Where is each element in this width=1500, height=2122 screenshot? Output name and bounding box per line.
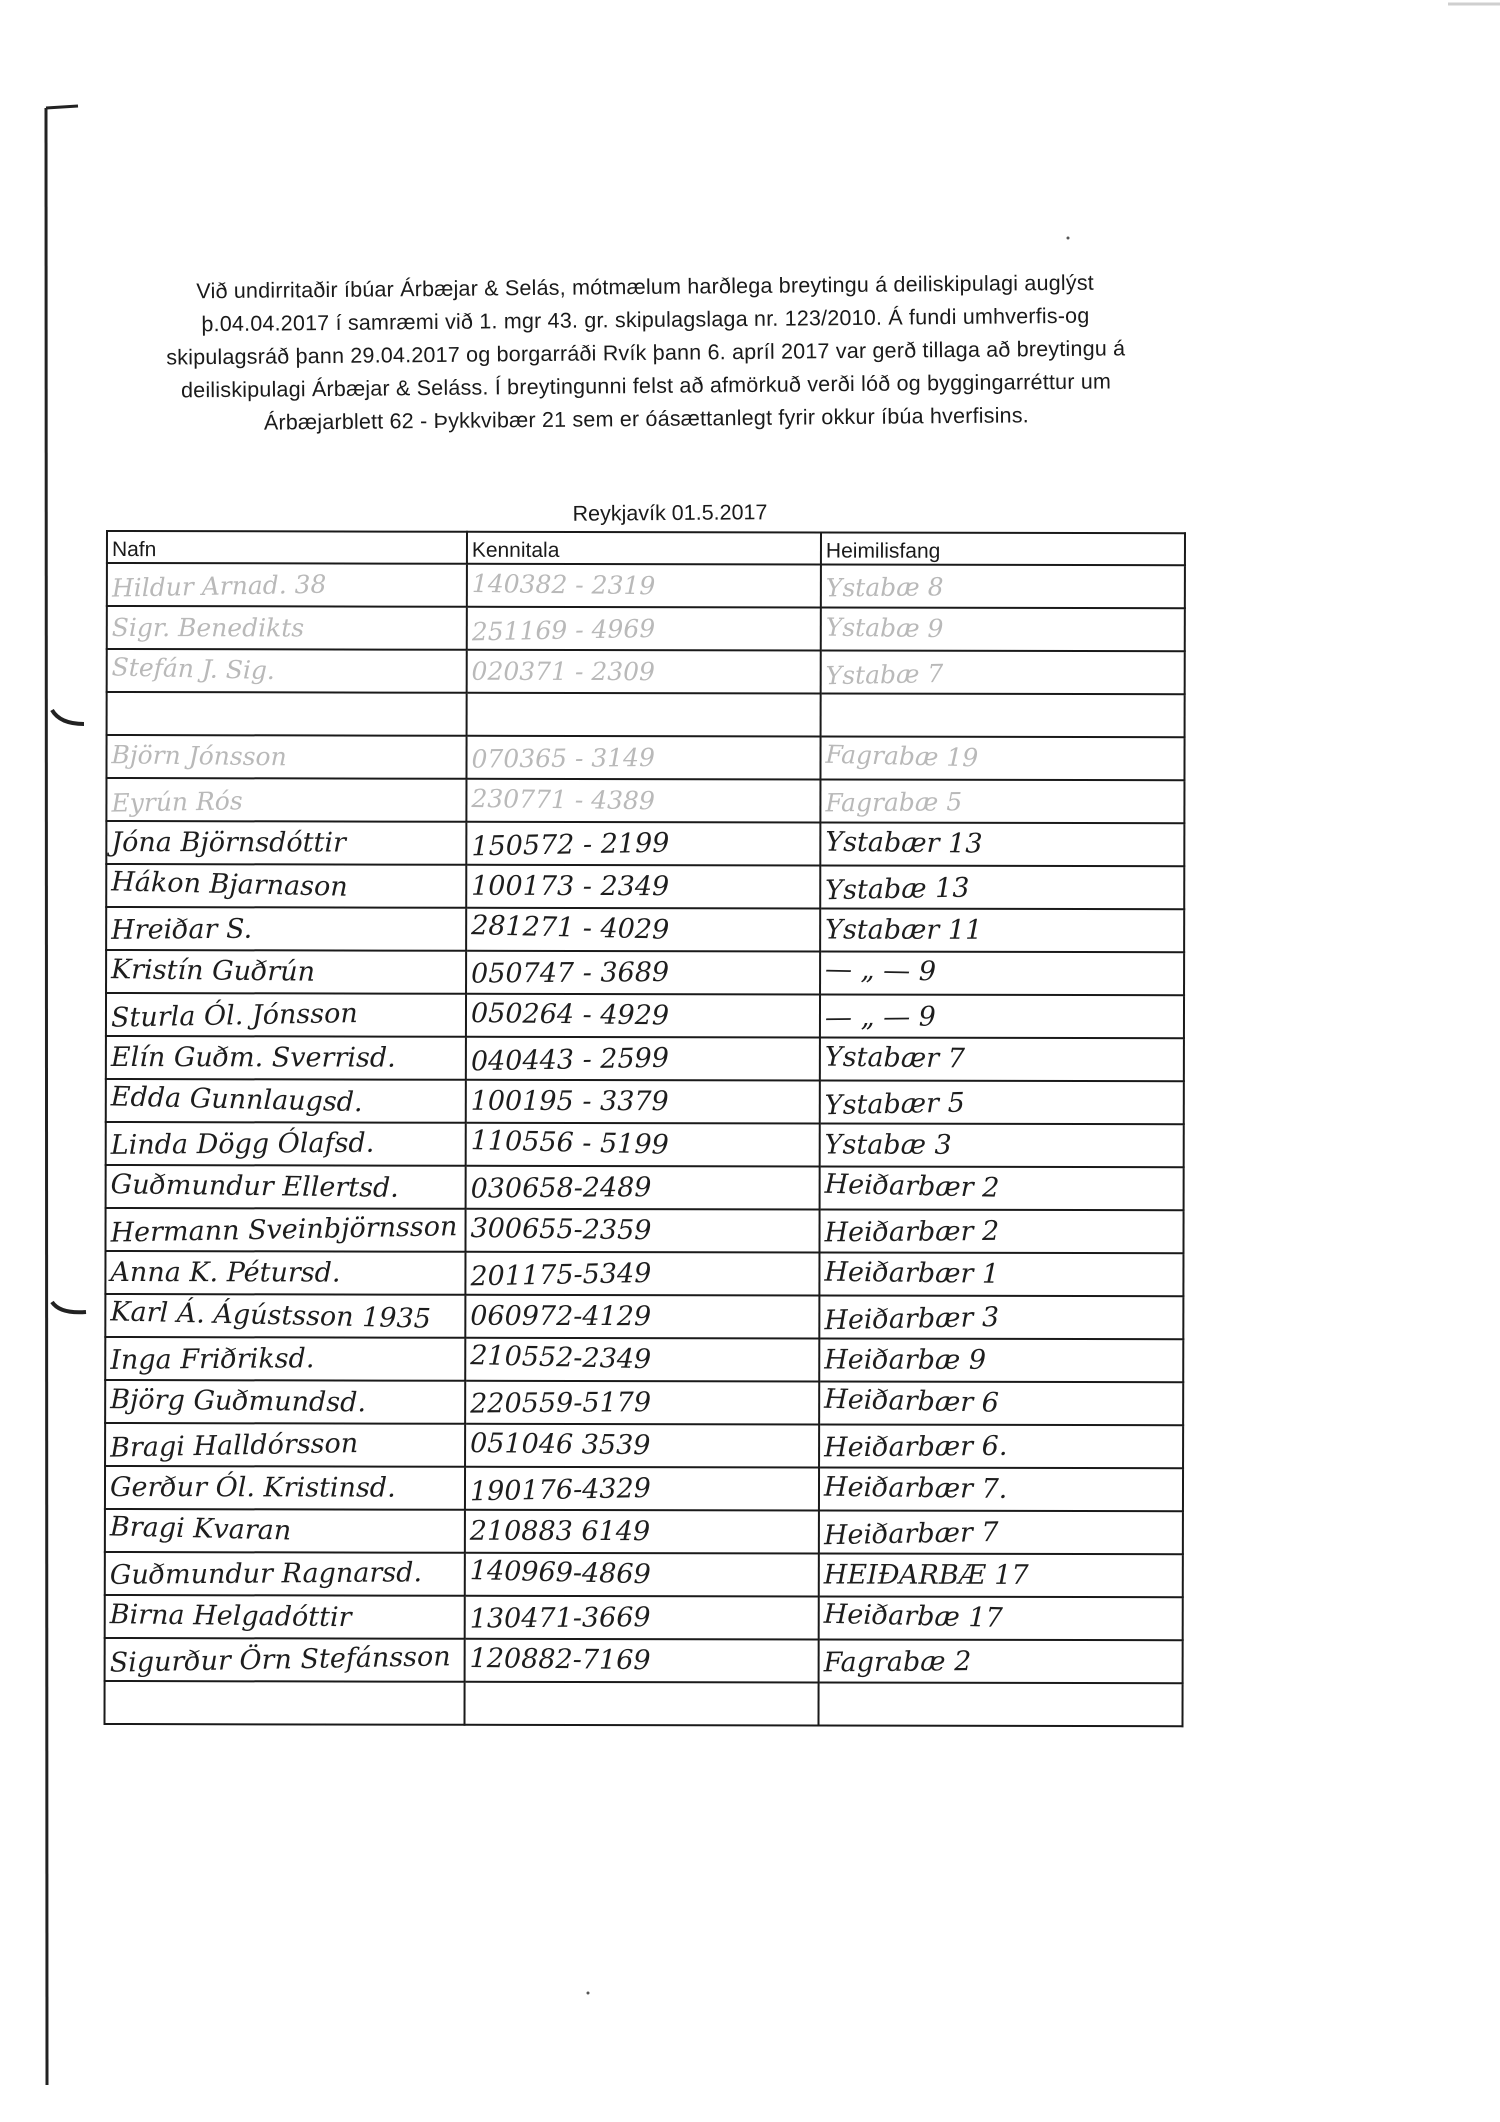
signature-name [106, 691, 466, 737]
table-row [106, 1122, 1184, 1167]
signature-address: Heiðarbær 2 [819, 1208, 1183, 1254]
signature-kennitala: 281271 - 4029 [466, 904, 821, 955]
signature-name: Linda Dögg Ólafsd. [106, 1121, 466, 1167]
petition-line: þ.04.04.2017 í samræmi við 1. mgr 43. gr. skipulagslaga nr. 123/2010. Á fundi umhverfis-og [201, 303, 1090, 337]
signature-name: Hildur Arnad. 38 [107, 560, 468, 610]
table-row [105, 1595, 1183, 1640]
signature-address: Ystabæ 7 [820, 647, 1185, 697]
signature-kennitala: 050747 - 3689 [466, 950, 820, 996]
table-row [107, 692, 1185, 737]
signature-name: Guðmundur Ragnarsd. [105, 1551, 465, 1597]
table-row [107, 606, 1185, 651]
signature-kennitala: 300655-2359 [465, 1207, 820, 1254]
signature-address: Heiðarbæ 17 [818, 1593, 1183, 1644]
signature-address: Ystabæ 9 [821, 606, 1186, 654]
signature-name: Karl Á. Ágústsson 1935 [105, 1290, 466, 1341]
signature-name: Kristín Guðrún [106, 948, 466, 996]
signature-address: Ystabær 13 [820, 821, 1185, 869]
table-row [105, 1251, 1183, 1296]
signature-address: Heiðarbær 6. [819, 1423, 1183, 1469]
signature-name: Hermann Sveinbjörnsson [105, 1205, 466, 1255]
signature-name: Elín Guðm. Sverrisd. [106, 1036, 466, 1080]
left-margin-line [46, 108, 47, 2085]
table-row [105, 1380, 1183, 1425]
table-row [105, 1509, 1183, 1554]
signature-address: Fagrabæ 19 [820, 733, 1185, 784]
signature-address: Heiðarbær 3 [819, 1292, 1184, 1342]
petition-line: deiliskipulagi Árbæjar & Seláss. Í breytingunni felst að afmörkuð verði lóð og byggingarréttur um [180, 369, 1112, 403]
signature-address: Heiðarbær 7 [819, 1507, 1184, 1557]
margin-tick-mark [52, 710, 84, 724]
signature-name: Sigr. Benedikts [107, 606, 467, 650]
table-row [104, 1681, 1182, 1726]
signature-kennitala: 120882-7169 [464, 1637, 819, 1684]
signature-kennitala: 060972-4129 [465, 1295, 819, 1339]
signature-kennitala: 230771 - 4389 [466, 777, 821, 824]
petition-line: Árbæjarblett 62 - Þykkvibær 21 sem er óásættanlegt fyrir okkur íbúa hverfisins. [263, 403, 1029, 435]
signature-name: Anna K. Pétursd. [105, 1251, 465, 1295]
table-row [107, 563, 1185, 608]
signature-kennitala: 100173 - 2349 [466, 865, 820, 909]
table-row [105, 1208, 1183, 1253]
signature-name: Edda Gunnlaugsd. [105, 1075, 466, 1126]
table-row [106, 864, 1184, 909]
scan-dust-speck [587, 1992, 590, 1995]
signature-address: Heiðarbæ 9 [819, 1338, 1183, 1382]
table-row [105, 1552, 1183, 1597]
signature-address: Ystabæ 13 [820, 862, 1185, 912]
signature-kennitala: 051046 3539 [465, 1422, 820, 1469]
petition-line: Við undirritaðir íbúar Árbæjar & Selás, mótmælum harðlega breytingu á deiliskipulagi auglýst [196, 270, 1095, 304]
signature-address: Ystabær 5 [819, 1077, 1184, 1127]
signature-name: Björg Guðmundsd. [105, 1378, 465, 1426]
signature-address: Fagrabæ 5 [820, 778, 1184, 824]
signature-kennitala [466, 689, 821, 740]
signature-name [104, 1681, 464, 1725]
signature-kennitala: 251169 - 4969 [466, 604, 821, 654]
margin-tick-mark [52, 1302, 86, 1312]
signature-address: Fagrabæ 2 [818, 1638, 1182, 1684]
petition-line: skipulagsráð þann 29.04.2017 og borgarráði Rvík þann 6. apríl 2017 var gerð tillaga að breytingu á [166, 336, 1126, 370]
header-kennitala: Kennitala [467, 532, 821, 565]
signature-kennitala: 140382 - 2319 [467, 562, 822, 609]
signature-kennitala: 210883 6149 [465, 1510, 819, 1554]
table-row [105, 1423, 1183, 1468]
signature-name: Björn Jónsson [106, 733, 466, 781]
signature-kennitala: 190176-4329 [464, 1464, 819, 1514]
table-row [106, 735, 1184, 780]
signature-kennitala: 020371 - 2309 [467, 650, 821, 694]
place-date: Reykjavík 01.5.2017 [572, 500, 768, 526]
table-row [106, 778, 1184, 823]
signature-rows [104, 563, 1184, 1726]
table-row [105, 1638, 1183, 1683]
signature-name: Birna Helgadóttir [104, 1593, 464, 1641]
signature-name: Eyrún Rós [106, 775, 467, 825]
signature-kennitala: 050264 - 4929 [466, 992, 821, 1039]
signature-name: Stefán J. Sig. [106, 645, 467, 696]
table-header-row [107, 531, 1185, 565]
table-row [106, 993, 1184, 1038]
signature-address: Ystabær 7 [820, 1036, 1185, 1084]
signature-kennitala: 100195 - 3379 [466, 1080, 820, 1124]
signature-name: Guðmundur Ellertsd. [105, 1163, 465, 1211]
signature-name: Hákon Bjarnason [106, 860, 467, 911]
scan-dust-speck [1067, 237, 1070, 240]
table-row [106, 1079, 1184, 1124]
signature-name: Inga Friðriksd. [105, 1336, 465, 1382]
signature-address: — „ — 9 [820, 948, 1185, 999]
signature-name: Jóna Björnsdóttir [106, 821, 466, 865]
signature-table [103, 530, 1186, 1727]
signature-kennitala: 030658-2489 [465, 1165, 819, 1211]
signature-kennitala: 140969-4869 [464, 1549, 819, 1600]
signature-name: Sturla Ól. Jónsson [106, 990, 467, 1040]
table-row [106, 1165, 1184, 1210]
signature-kennitala: 201175-5349 [465, 1249, 820, 1299]
signature-kennitala: 220559-5179 [465, 1380, 819, 1426]
signature-address: Ystabæ 8 [821, 563, 1185, 609]
signature-address [821, 693, 1185, 737]
signature-address: — „ — 9 [820, 993, 1184, 1039]
table-row [106, 821, 1184, 866]
signature-kennitala: 130471-3669 [464, 1595, 818, 1641]
signature-address: Heiðarbær 1 [819, 1251, 1184, 1299]
signature-kennitala: 110556 - 5199 [465, 1119, 820, 1170]
signature-kennitala: 040443 - 2599 [465, 1034, 820, 1084]
signature-kennitala: 210552-2349 [465, 1334, 820, 1385]
signature-kennitala: 150572 - 2199 [466, 819, 821, 869]
signature-name: Bragi Halldórsson [105, 1420, 466, 1470]
table-row [105, 1337, 1183, 1382]
signature-address: Heiðarbær 7. [819, 1466, 1184, 1514]
header-heimilisfang: Heimilisfang [821, 532, 1185, 565]
signature-address: HEIÐARBÆ 17 [819, 1553, 1183, 1597]
signature-kennitala [464, 1679, 819, 1729]
table-row [105, 1294, 1183, 1339]
table-row [107, 649, 1185, 694]
signature-address: Heiðarbær 2 [819, 1163, 1184, 1214]
signature-address: Ystabæ 3 [820, 1123, 1184, 1167]
table-row [106, 950, 1184, 995]
table-row [105, 1466, 1183, 1511]
signature-address: Heiðarbær 6 [819, 1378, 1184, 1429]
signature-kennitala: 070365 - 3149 [466, 735, 820, 781]
header-nafn: Nafn [107, 531, 467, 564]
signature-address: Ystabær 11 [820, 908, 1184, 952]
table-row [106, 907, 1184, 952]
top-corner-mark [46, 106, 78, 108]
signature-address [818, 1681, 1183, 1729]
signature-name: Sigurður Örn Stefánsson [104, 1635, 465, 1685]
signature-name: Gerður Ól. Kristinsd. [105, 1466, 465, 1510]
signature-name: Hreiðar S. [106, 906, 466, 952]
petition-statement [120, 266, 1172, 441]
table-row [106, 1036, 1184, 1081]
signature-name: Bragi Kvaran [104, 1505, 465, 1556]
